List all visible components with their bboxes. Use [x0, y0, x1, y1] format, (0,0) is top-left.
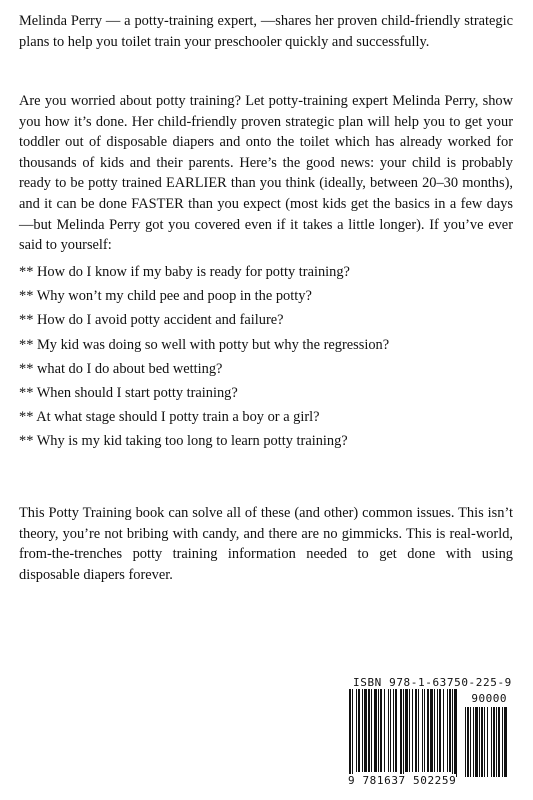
ean-number: 9 781637 502259 — [348, 774, 457, 787]
list-item: ** Why is my kid taking too long to learn potty training? — [19, 433, 348, 450]
price-code: 90000 — [471, 692, 507, 705]
list-item: ** what do I do about bed wetting? — [19, 360, 223, 377]
list-item: ** How do I know if my baby is ready for potty training? — [19, 264, 350, 280]
intro-paragraph: Melinda Perry — a potty-training expert, —shares her proven child-friendly strategic plans to help you toilet train your preschooler quickly and successfully. — [19, 13, 513, 50]
list-item: ** When should I start potty training? — [19, 384, 238, 401]
question-list — [19, 262, 513, 456]
closing-paragraph: This Potty Training book can solve all of these (and other) common issues. This isn’t theory, you’re not bribing with candy, and there are no gimmicks. This is real-world, from-the-trenches potty training information needed to get done with using disposable diapers forever. — [19, 505, 513, 583]
description-paragraph: Are you worried about potty training? Let potty-training expert Melinda Perry, show you how it’s done. Her child-friendly proven strategic plan will help you to get your toddler out of disposable diapers and onto the toilet which has already worked for thousands of kids and their parents. Here’s the good news: your child is probably ready to be potty trained EARLIER than you think (ideally, between 20–30 months), and it can be done FASTER than you expect (most kids get the basics in a few days—but Melinda Perry got you covered even if it takes a little longer). If you’ve ever said to yourself: — [19, 93, 513, 254]
list-item: ** Why won’t my child pee and poop in the potty? — [19, 288, 312, 305]
list-item: ** How do I avoid potty accident and failure? — [19, 312, 284, 329]
isbn-label: ISBN 978-1-63750-225-9 — [353, 676, 512, 689]
list-item: ** My kid was doing so well with potty but why the regression? — [19, 336, 390, 353]
isbn-barcode — [337, 673, 513, 791]
list-item: ** At what stage should I potty train a boy or a girl? — [19, 409, 320, 426]
